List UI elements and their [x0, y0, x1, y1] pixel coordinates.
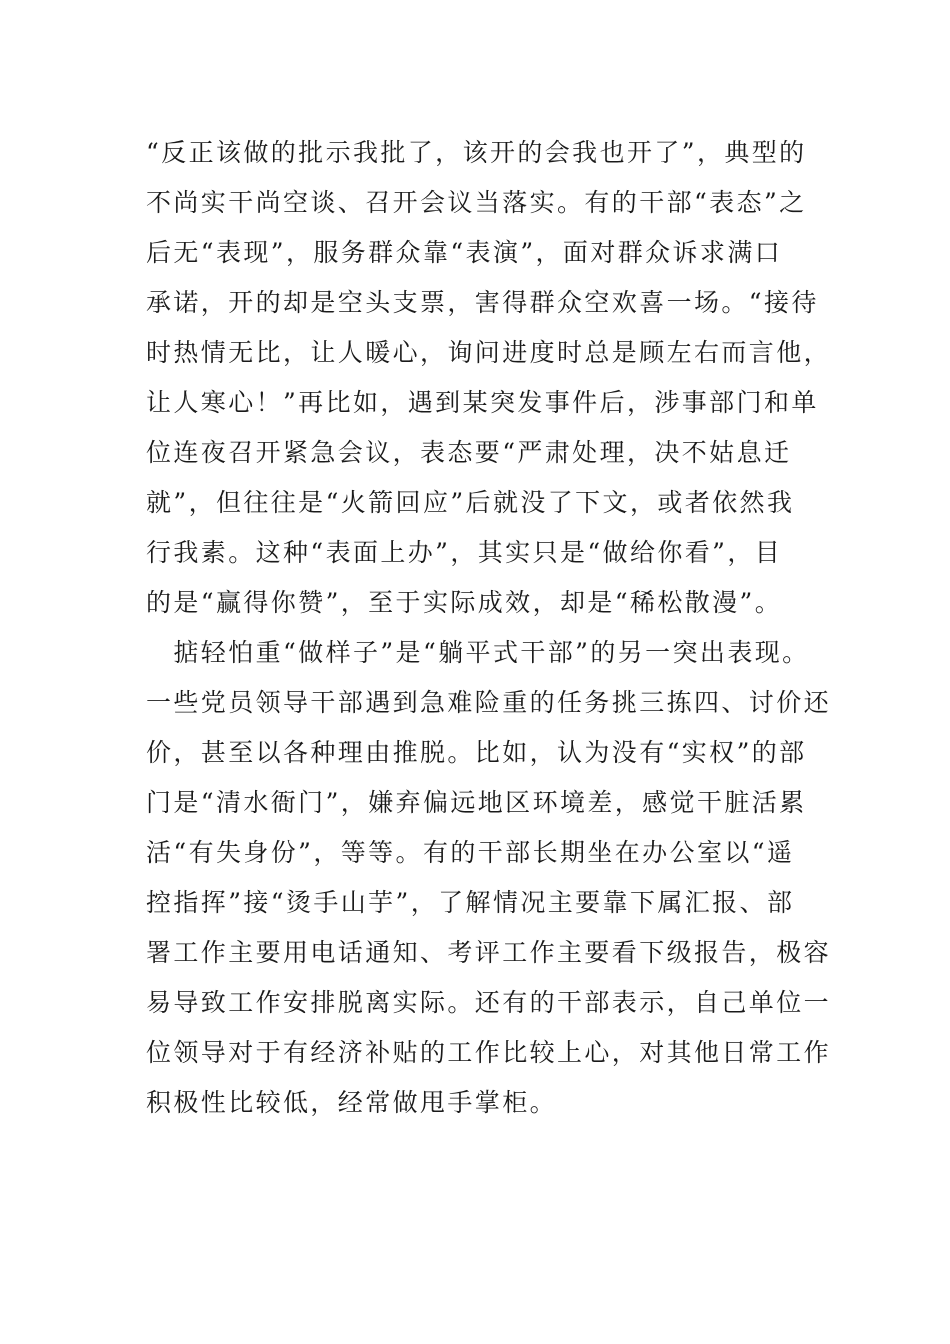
text-line: 就”，但往往是“火箭回应”后就没了下文，或者依然我 — [146, 488, 795, 517]
text-line: 承诺，开的却是空头支票，害得群众空欢喜一场。“接待 — [146, 288, 819, 317]
text-line: 行我素。这种“表面上办”，其实只是“做给你看”，目 — [146, 538, 783, 567]
text-line: 让人寒心！”再比如，遇到某突发事件后，涉事部门和单 — [146, 388, 819, 417]
text-line: “反正该做的批示我批了，该开的会我也开了”，典型的 — [146, 138, 807, 167]
text-line: 掂轻怕重“做样子”是“躺平式干部”的另一突出表现。 — [146, 638, 810, 667]
text-line: 积极性比较低，经常做甩手掌柜。 — [146, 1088, 558, 1117]
text-line: 时热情无比，让人暖心，询问进度时总是顾左右而言他， — [146, 338, 832, 367]
text-line: 位领导对于有经济补贴的工作比较上心，对其他日常工作 — [146, 1038, 832, 1067]
text-line: 价，甚至以各种理由推脱。比如，认为没有“实权”的部 — [146, 738, 807, 767]
text-line: 署工作主要用电话通知、考评工作主要看下级报告，极容 — [146, 938, 832, 967]
text-line: 的是“赢得你赞”，至于实际成效，却是“稀松散漫”。 — [146, 588, 783, 617]
text-line: 控指挥”接“烫手山芋”，了解情况主要靠下属汇报、部 — [146, 888, 795, 917]
text-line: 门是“清水衙门”，嫌弃偏远地区环境差，感觉干脏活累 — [146, 788, 807, 817]
text-line: 后无“表现”，服务群众靠“表演”，面对群众诉求满口 — [146, 238, 783, 267]
text-line: 活“有失身份”，等等。有的干部长期坐在办公室以“遥 — [146, 838, 795, 867]
body-text — [146, 128, 846, 1128]
text-line: 易导致工作安排脱离实际。还有的干部表示，自己单位一 — [146, 988, 832, 1017]
text-line: 一些党员领导干部遇到急难险重的任务挑三拣四、讨价还 — [146, 688, 832, 717]
text-line: 不尚实干尚空谈、召开会议当落实。有的干部“表态”之 — [146, 188, 807, 217]
text-line: 位连夜召开紧急会议，表态要“严肃处理，决不姑息迁 — [146, 438, 792, 467]
